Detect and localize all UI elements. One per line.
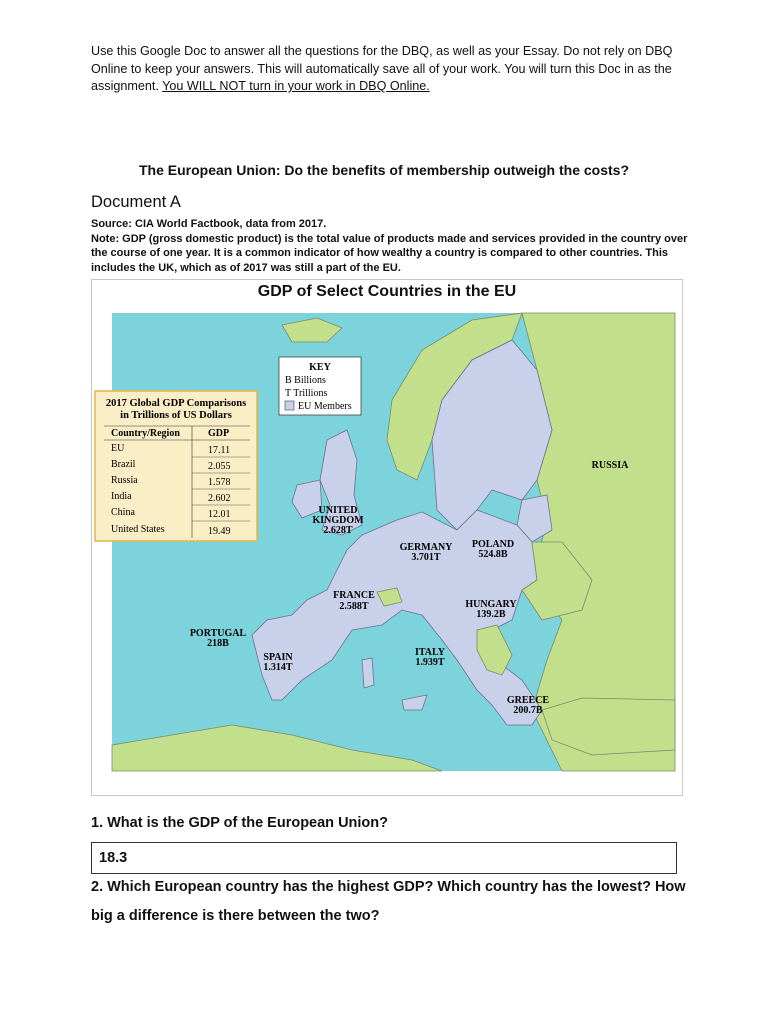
- map-title: GDP of Select Countries in the EU: [257, 283, 517, 300]
- key-title: KEY: [309, 362, 331, 373]
- label-portugal: PORTUGAL: [189, 628, 247, 639]
- key-eu-swatch: [285, 401, 294, 410]
- document-source: [91, 217, 691, 275]
- essay-question-heading: The European Union: Do the benefits of membership outweigh the costs?: [138, 162, 630, 178]
- label-poland: POLAND: [471, 539, 515, 550]
- label-hungary-gdp: 139.2B: [476, 609, 506, 620]
- label-spain-gdp: 1.314T: [263, 662, 293, 673]
- label-france: FRANCE: [333, 590, 375, 601]
- table-header-gdp: GDP: [208, 428, 230, 439]
- table-row-gdp: 2.055: [208, 461, 231, 472]
- intro-text: Use this Google Doc to answer all the questions for the DBQ, as well as your Essay. Do not rely on DBQ Online to keep your answers. This will automatically save all of your work. You will turn this Doc in as the assignment.: [91, 44, 673, 93]
- sardinia-region: [362, 658, 374, 688]
- question-2: 2. Which European country has the highest GDP? Which country has the lowest? How big a difference is there between the two?: [91, 879, 686, 924]
- table-header-country: Country/Region: [111, 428, 180, 439]
- label-portugal-gdp: 218B: [207, 638, 229, 649]
- intro-underlined-text: You WILL NOT turn in your work in DBQ Online.: [162, 79, 430, 93]
- label-greece-gdp: 200.7B: [513, 705, 543, 716]
- source-line: Source: CIA World Factbook, data from 2017.: [91, 218, 327, 230]
- key-eu-members: EU Members: [298, 401, 352, 412]
- gdp-map-figure: [91, 279, 683, 796]
- table-row-country: Russia: [111, 475, 138, 486]
- table-row-country: China: [111, 507, 135, 518]
- table-row-country: EU: [111, 443, 125, 454]
- europe-map: [92, 280, 682, 795]
- label-greece: GREECE: [506, 695, 550, 706]
- key-trillions: T Trillions: [285, 388, 328, 399]
- label-italy: ITALY: [414, 647, 446, 658]
- answer-1-text: 18.3: [99, 850, 128, 866]
- gdp-comparison-table: [95, 391, 257, 541]
- label-uk-line1: UNITED: [318, 505, 358, 516]
- table-row-country: United States: [111, 524, 165, 535]
- map-key: [279, 357, 361, 415]
- table-title-line1: 2017 Global GDP Comparisons: [105, 398, 247, 409]
- label-hungary: HUNGARY: [465, 599, 517, 610]
- intro-paragraph: [91, 43, 691, 96]
- table-row-gdp: 17.11: [208, 445, 231, 456]
- label-germany-gdp: 3.701T: [411, 552, 441, 563]
- table-title-line2: in Trillions of US Dollars: [120, 410, 232, 421]
- label-france-gdp: 2.588T: [339, 601, 369, 612]
- document-title: Document A: [91, 193, 181, 211]
- answer-box-1[interactable]: [91, 842, 677, 874]
- label-uk-line2: KINGDOM: [312, 515, 364, 526]
- label-uk-gdp: 2.628T: [323, 525, 353, 536]
- label-russia: RUSSIA: [591, 460, 629, 471]
- question-1: 1. What is the GDP of the European Union?: [91, 815, 388, 831]
- label-italy-gdp: 1.939T: [415, 657, 445, 668]
- table-row-gdp: 12.01: [208, 509, 231, 520]
- label-germany: GERMANY: [399, 542, 453, 553]
- table-row-country: Brazil: [111, 459, 136, 470]
- key-billions: B Billions: [285, 375, 326, 386]
- table-row-gdp: 19.49: [208, 526, 231, 537]
- table-row-gdp: 2.602: [208, 493, 231, 504]
- table-row-country: India: [111, 491, 132, 502]
- table-row-gdp: 1.578: [208, 477, 231, 488]
- label-poland-gdp: 524.8B: [478, 549, 508, 560]
- note-line: Note: GDP (gross domestic product) is the total value of products made and services provided in the country over the course of one year. It is a common indicator of how wealthy a country is compared to other countries. This includes the UK, which as of 2017 was still a part of the EU.: [91, 232, 688, 274]
- label-spain: SPAIN: [263, 652, 293, 663]
